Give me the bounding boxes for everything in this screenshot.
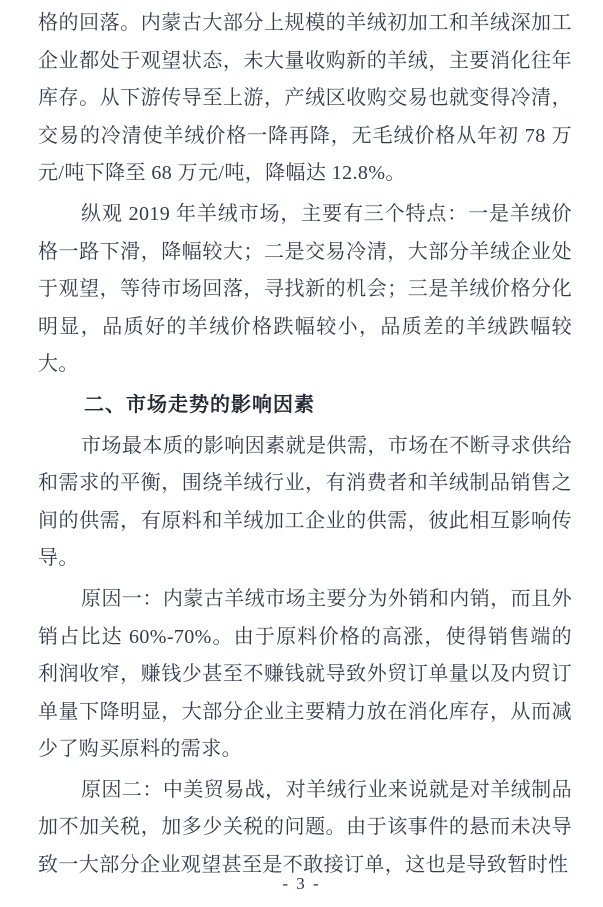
paragraph-supply-demand: 市场最本质的影响因素就是供需，市场在不断寻求供给和需求的平衡，围绕羊绒行业，有消费者和羊绒制品销售之间的供需，有原料和羊绒加工企业的供需，彼此相互影响传导。 [38,434,572,570]
paragraph-reason-one: 原因一：内蒙古羊绒市场主要分为外销和内销，而且外销占比达 60%-70%。由于原料价格的高涨，使得销售端的利润收窄，赚钱少甚至不赚钱就导致外贸订单量以及内贸订单量下降明显，大部分企业主要精力放在消化库存，从而减少了购买原料的需求。 [38,587,572,761]
document-body [38,5,572,888]
paragraph-continuation: 格的回落。内蒙古大部分上规模的羊绒初加工和羊绒深加工企业都处于观望状态，未大量收购新的羊绒，主要消化往年库存。从下游传导至上游，产绒区收购交易也就变得冷清，交易的冷清使羊绒价格一降再降，无毛绒价格从年初 78 万元/吨下降至 68 万元/吨，降幅达 12.8%。 [38,12,572,185]
paragraph-overview: 纵观 2019 年羊绒市场，主要有三个特点：一是羊绒价格一路下滑，降幅较大；二是交易冷清，大部分羊绒企业处于观望，等待市场回落，寻找新的机会；三是羊绒价格分化明显，品质好的羊绒价格跌幅较小，品质差的羊绒跌幅较大。 [38,202,572,376]
paragraph-reason-two: 原因二：中美贸易战，对羊绒行业来说就是对羊绒制品加不加关税，加多少关税的问题。由于该事件的悬而未决导致一大部分企业观望甚至是不敢接订单，这也是导致暂时性 [38,778,572,877]
page-number: - 3 - [282,874,321,893]
section-heading: 二、市场走势的影响因素 [84,393,315,416]
